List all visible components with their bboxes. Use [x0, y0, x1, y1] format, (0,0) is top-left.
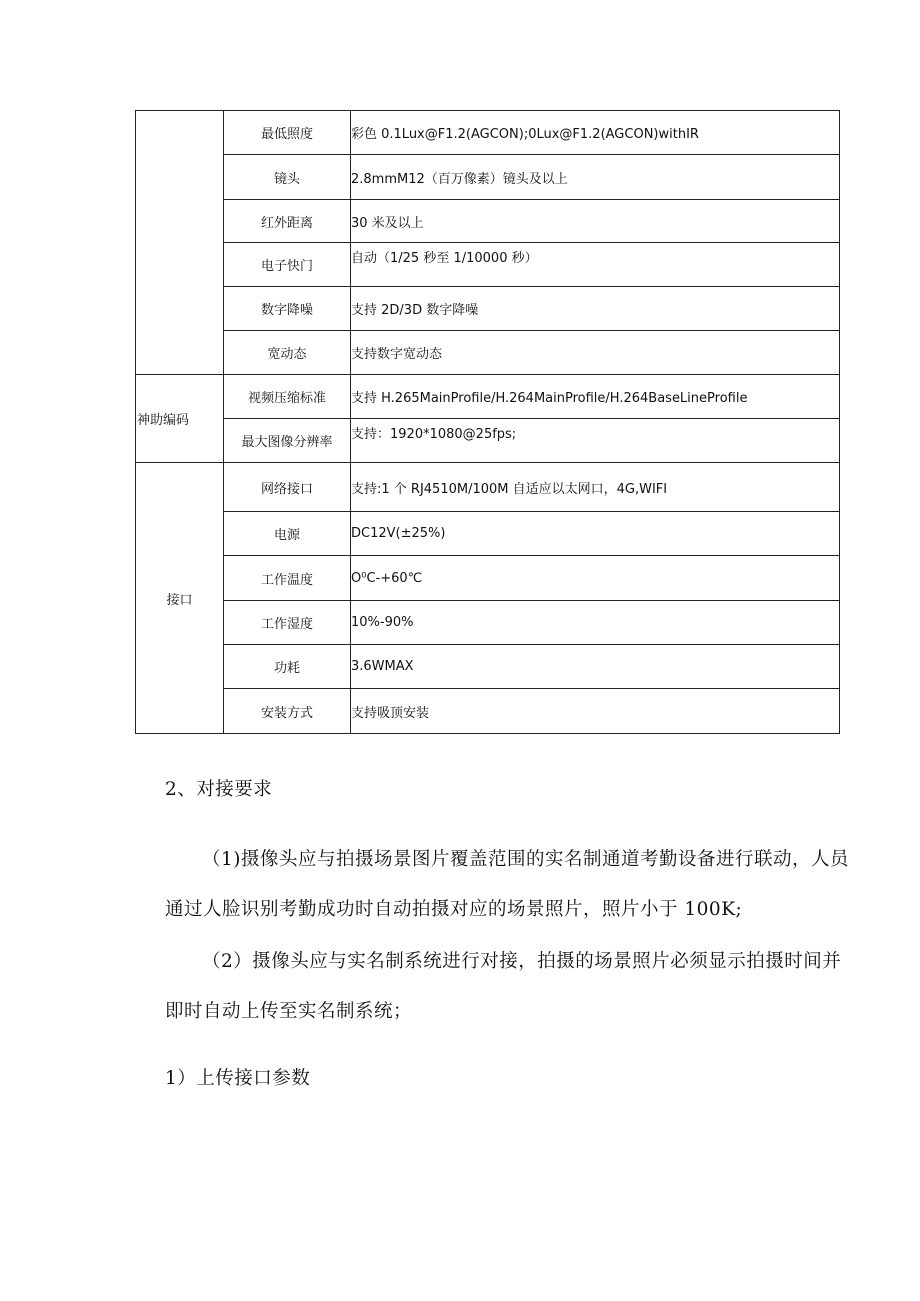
param-cell: 安装方式	[224, 689, 351, 734]
group-cell: 神助编码	[136, 375, 224, 463]
param-cell: 镜头	[224, 155, 351, 200]
table-row	[136, 155, 840, 200]
section-heading	[165, 775, 855, 801]
param-cell: 数字降噪	[224, 287, 351, 331]
value-cell: 支持 H.265MainProfile/H.264MainProfile/H.264BaseLineProfile	[351, 375, 840, 419]
param-cell: 最低照度	[224, 111, 351, 155]
group-cell	[136, 111, 224, 375]
subsection-heading-text: 1）上传接口参数	[165, 1068, 311, 1089]
value-cell: 支持吸顶安装	[351, 689, 840, 734]
table-row	[136, 375, 840, 419]
table-row	[136, 111, 840, 155]
param-cell: 网络接口	[224, 463, 351, 512]
table-row	[136, 556, 840, 601]
param-cell: 电源	[224, 512, 351, 556]
value-cell: 3.6WMAX	[351, 645, 840, 689]
value-cell: 2.8mmM12（百万像素）镜头及以上	[351, 155, 840, 200]
value-cell: O⁰C-+60℃	[351, 556, 840, 601]
param-cell: 功耗	[224, 645, 351, 689]
table-row	[136, 287, 840, 331]
value-cell: 支持:1 个 RJ4510M/100M 自适应以太网口，4G,WIFI	[351, 463, 840, 512]
table-row	[136, 512, 840, 556]
subsection-heading	[165, 1064, 855, 1090]
table-row	[136, 689, 840, 734]
param-cell: 工作温度	[224, 556, 351, 601]
param-cell: 红外距离	[224, 200, 351, 243]
param-cell: 最大图像分辨率	[224, 419, 351, 463]
value-cell: 支持数字宽动态	[351, 331, 840, 375]
spec-table	[135, 110, 840, 734]
section-heading-text: 2、对接要求	[165, 779, 273, 800]
param-cell: 电子快门	[224, 243, 351, 287]
param-cell: 宽动态	[224, 331, 351, 375]
table-row	[136, 243, 840, 287]
group-cell: 接口	[136, 463, 224, 734]
paragraph-1-text: （1)摄像头应与拍摄场景图片覆盖范围的实名制通道考勤设备进行联动，人员通过人脸识别考勤成功时自动拍摄对应的场景照片，照片小于 100K;	[165, 849, 849, 920]
table-row	[136, 200, 840, 243]
table-row	[136, 419, 840, 463]
param-cell: 视频压缩标准	[224, 375, 351, 419]
table-row	[136, 601, 840, 645]
paragraph-2	[165, 937, 855, 1037]
value-cell: 彩色 0.1Lux@F1.2(AGCON);0Lux@F1.2(AGCON)withIR	[351, 111, 840, 155]
table-row	[136, 645, 840, 689]
value-cell: 支持：1920*1080@25fps;	[351, 419, 840, 463]
value-cell: 10%-90%	[351, 601, 840, 645]
table-row	[136, 331, 840, 375]
value-cell: DC12V(±25%)	[351, 512, 840, 556]
paragraph-1	[165, 835, 855, 935]
value-cell: 30 米及以上	[351, 200, 840, 243]
value-cell: 支持 2D/3D 数字降噪	[351, 287, 840, 331]
paragraph-2-text: （2）摄像头应与实名制系统进行对接，拍摄的场景照片必须显示拍摄时间并即时自动上传至实名制系统；	[165, 951, 842, 1022]
table-row	[136, 463, 840, 512]
value-cell: 自动（1/25 秒至 1/10000 秒）	[351, 243, 840, 287]
param-cell: 工作湿度	[224, 601, 351, 645]
